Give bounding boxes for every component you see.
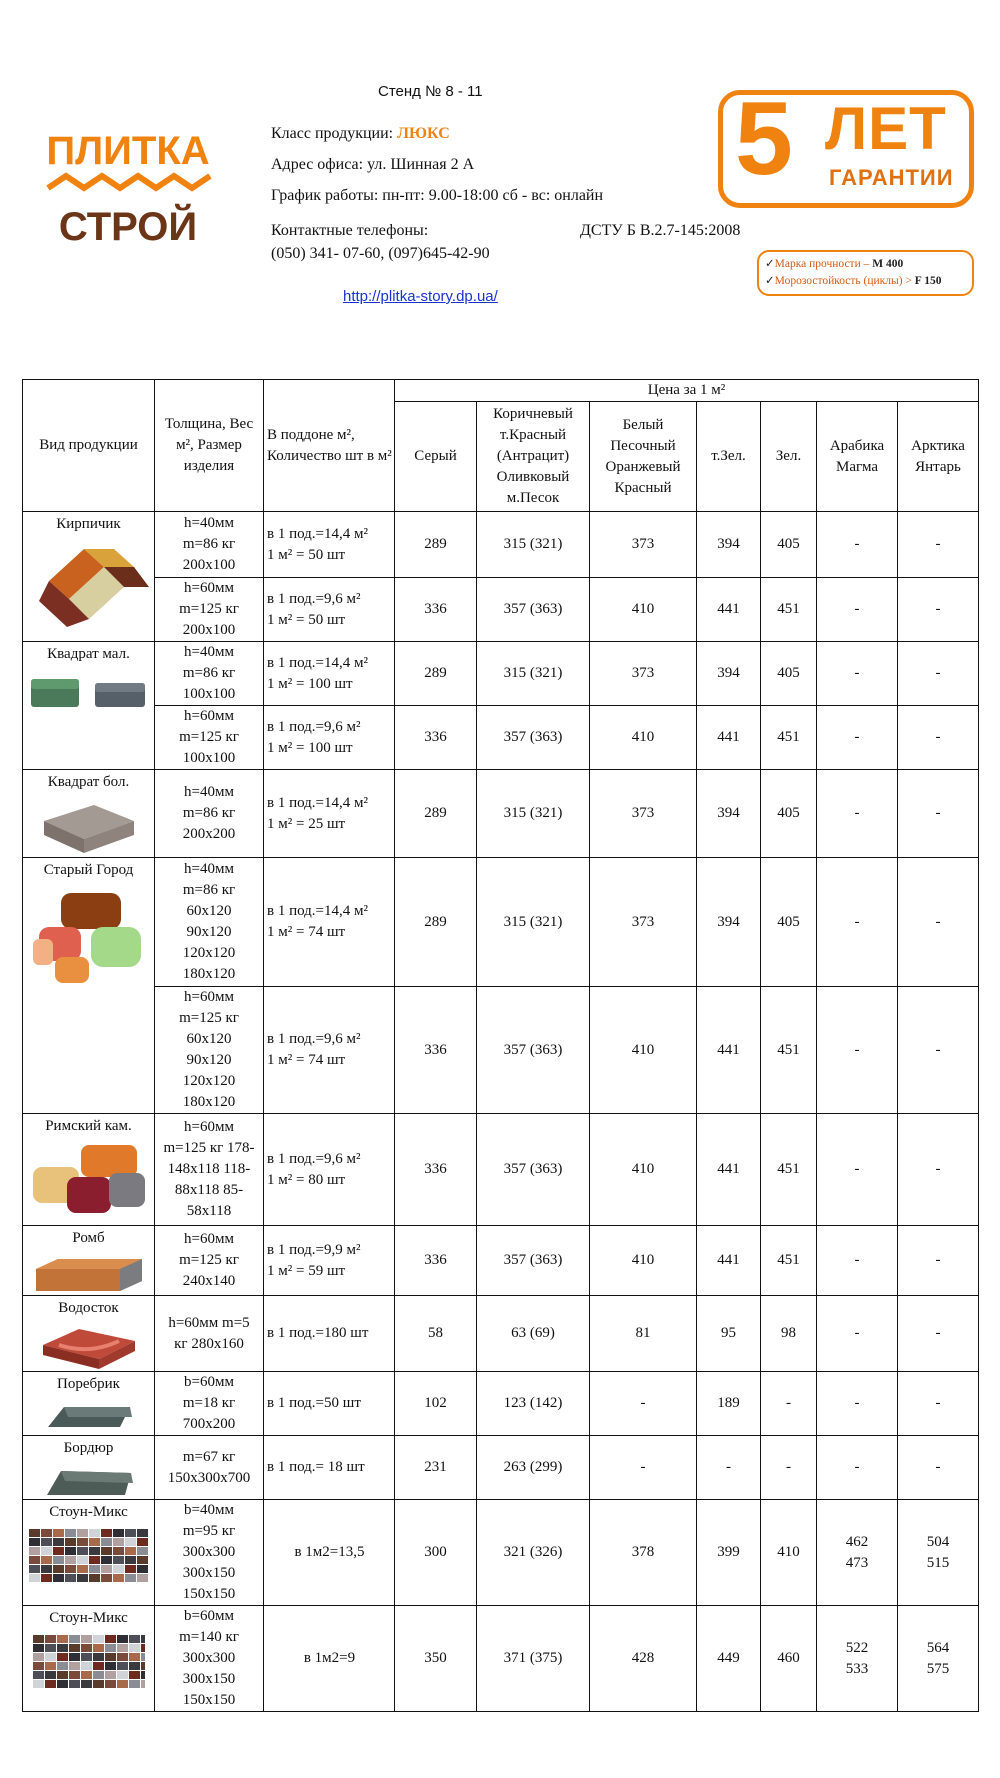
price-dark-green: 441 <box>697 578 761 642</box>
price-dark-green: 95 <box>697 1296 761 1372</box>
product-cell <box>23 1500 155 1606</box>
price-brown: 371 (375) <box>477 1606 590 1712</box>
pallet-cell: в 1 под.=14,4 м² 1 м² = 100 шт <box>264 642 395 706</box>
check-icon: ✓ <box>765 275 775 287</box>
small-square-tiles-image <box>29 671 149 711</box>
price-arabica: 462 473 <box>817 1500 898 1606</box>
table-row <box>23 1114 979 1226</box>
price-dark-green: 394 <box>697 858 761 987</box>
pallet-cell: в 1 под.=9,6 м² 1 м² = 100 шт <box>264 706 395 770</box>
phone-numbers: (050) 341- 07-60, (097)645-42-90 <box>271 245 490 262</box>
price-green: 98 <box>761 1296 817 1372</box>
thickness-cell: h=40мм m=86 кг 100х100 <box>155 642 264 706</box>
product-cell <box>23 512 155 642</box>
product-cell <box>23 1436 155 1500</box>
price-green: 405 <box>761 642 817 706</box>
price-brown: 357 (363) <box>477 1114 590 1226</box>
product-name: Стоун-Микс <box>49 1504 128 1520</box>
header-gray: Серый <box>395 402 477 512</box>
price-arabica: - <box>817 512 898 578</box>
price-arctic: 564 575 <box>898 1606 979 1712</box>
price-arctic: - <box>898 706 979 770</box>
gutter-image <box>39 1325 139 1371</box>
price-brown: 321 (326) <box>477 1500 590 1606</box>
price-dark-green: 189 <box>697 1372 761 1436</box>
price-arctic: - <box>898 642 979 706</box>
price-white: 410 <box>590 578 697 642</box>
header-arctic: Арктика Янтарь <box>898 402 979 512</box>
price-arctic: - <box>898 578 979 642</box>
pallet-cell: в 1 под.=9,6 м² 1 м² = 80 шт <box>264 1114 395 1226</box>
product-name: Бордюр <box>63 1440 114 1456</box>
work-schedule: График работы: пн-пт: 9.00-18:00 сб - вс: онлайн <box>271 187 604 204</box>
product-name: Кирпичик <box>56 516 121 532</box>
price-green: 460 <box>761 1606 817 1712</box>
pallet-cell: в 1м2=9 <box>264 1606 395 1712</box>
price-gray: 350 <box>395 1606 477 1712</box>
price-arabica: - <box>817 987 898 1114</box>
header-dark-green: т.Зел. <box>697 402 761 512</box>
price-arabica: - <box>817 1372 898 1436</box>
table-row <box>23 706 979 770</box>
thickness-cell: h=60мм m=125 кг 178- 148х118 118- 88х118 85- 58х118 <box>155 1114 264 1226</box>
product-name: Поребрик <box>57 1376 120 1392</box>
header-white: Белый Песочный Оранжевый Красный <box>590 402 697 512</box>
website-link[interactable]: http://plitka-story.dp.ua/ <box>343 288 498 305</box>
price-white: 373 <box>590 770 697 858</box>
product-name: Римский кам. <box>45 1118 132 1134</box>
thickness-cell: h=40мм m=86 кг 200х100 <box>155 512 264 578</box>
table-row <box>23 1436 979 1500</box>
pallet-cell: в 1 под.=14,4 м² 1 м² = 25 шт <box>264 770 395 858</box>
logo-line1: ПЛИТКА <box>46 129 210 173</box>
price-gray: 102 <box>395 1372 477 1436</box>
price-dark-green: 449 <box>697 1606 761 1712</box>
pallet-cell: в 1 под.= 18 шт <box>264 1436 395 1500</box>
price-dark-green: 394 <box>697 642 761 706</box>
thickness-cell: b=60мм m=18 кг 700х200 <box>155 1372 264 1436</box>
logo-line2: СТРОЙ <box>58 205 198 248</box>
roman-stone-tiles-image <box>31 1143 147 1215</box>
price-white: 410 <box>590 987 697 1114</box>
price-green: 451 <box>761 706 817 770</box>
guarantee-word: ГАРАНТИИ <box>829 165 954 190</box>
price-arctic: - <box>898 1226 979 1296</box>
price-brown: 315 (321) <box>477 858 590 987</box>
product-cell <box>23 1226 155 1296</box>
price-arctic: - <box>898 1114 979 1226</box>
header-arabica: Арабика Магма <box>817 402 898 512</box>
price-brown: 315 (321) <box>477 770 590 858</box>
price-table <box>22 379 979 1712</box>
price-dark-green: 441 <box>697 1226 761 1296</box>
product-cell <box>23 858 155 1114</box>
table-row <box>23 858 979 987</box>
header-brown: Коричневый т.Красный (Антрацит) Оливковый м.Песок <box>477 402 590 512</box>
guarantee-word-years: ЛЕТ <box>825 95 947 162</box>
price-arabica: - <box>817 1114 898 1226</box>
price-dark-green: - <box>697 1436 761 1500</box>
table-row <box>23 512 979 578</box>
price-white: - <box>590 1436 697 1500</box>
price-green: - <box>761 1436 817 1500</box>
thickness-cell: h=40мм m=86 кг 200х200 <box>155 770 264 858</box>
table-row <box>23 578 979 642</box>
price-gray: 336 <box>395 1226 477 1296</box>
header-thickness: Толщина, Вес м², Размер изделия <box>155 380 264 512</box>
price-gray: 336 <box>395 987 477 1114</box>
price-dark-green: 394 <box>697 770 761 858</box>
price-arabica: - <box>817 770 898 858</box>
price-white: 378 <box>590 1500 697 1606</box>
product-name: Старый Город <box>43 862 134 878</box>
pallet-cell: в 1 под.=180 шт <box>264 1296 395 1372</box>
price-dark-green: 441 <box>697 1114 761 1226</box>
price-green: 451 <box>761 578 817 642</box>
price-arctic: - <box>898 770 979 858</box>
old-town-tiles-image <box>31 887 146 987</box>
table-row <box>23 1296 979 1372</box>
thickness-cell: h=60мм m=125 кг 200х100 <box>155 578 264 642</box>
product-name: Ромб <box>72 1230 105 1246</box>
pallet-cell: в 1 под.=9,6 м² 1 м² = 74 шт <box>264 987 395 1114</box>
price-gray: 289 <box>395 858 477 987</box>
price-gray: 336 <box>395 706 477 770</box>
price-green: 410 <box>761 1500 817 1606</box>
stone-mix-60-image <box>33 1635 145 1689</box>
price-arctic: - <box>898 1436 979 1500</box>
price-white: 373 <box>590 512 697 578</box>
large-square-tile-image <box>34 799 144 857</box>
product-cell <box>23 1114 155 1226</box>
table-row <box>23 987 979 1114</box>
price-arabica: - <box>817 578 898 642</box>
price-arabica: - <box>817 1226 898 1296</box>
table-row <box>23 642 979 706</box>
frost-line: ✓Морозостойкость (циклы) > F 150 <box>765 275 942 287</box>
dstu-standard: ДСТУ Б В.2.7-145:2008 <box>580 222 741 239</box>
price-green: - <box>761 1372 817 1436</box>
brick-tiles-image <box>29 541 149 631</box>
stone-mix-40-image <box>29 1529 149 1583</box>
thickness-cell: h=40мм m=86 кг 60х120 90х120 120х120 180х120 <box>155 858 264 987</box>
table-row <box>23 1606 979 1712</box>
header-pallet: В поддоне м², Количество шт в м² <box>264 380 395 512</box>
price-gray: 336 <box>395 1114 477 1226</box>
price-dark-green: 441 <box>697 987 761 1114</box>
price-gray: 58 <box>395 1296 477 1372</box>
rhombus-tiles-image <box>32 1255 146 1295</box>
check-icon: ✓ <box>765 258 775 270</box>
price-gray: 289 <box>395 770 477 858</box>
price-arabica: - <box>817 1436 898 1500</box>
product-name: Стоун-Микс <box>49 1610 128 1626</box>
price-arabica: 522 533 <box>817 1606 898 1712</box>
price-gray: 300 <box>395 1500 477 1606</box>
price-brown: 357 (363) <box>477 706 590 770</box>
price-arctic: - <box>898 1372 979 1436</box>
curb-large-image <box>43 1465 135 1499</box>
guarantee-number: 5 <box>735 81 793 197</box>
price-brown: 63 (69) <box>477 1296 590 1372</box>
product-cell <box>23 1606 155 1712</box>
header-price-group: Цена за 1 м² <box>395 380 979 402</box>
stand-number: Стенд № 8 - 11 <box>378 83 483 100</box>
thickness-cell: h=60мм m=125 кг 100х100 <box>155 706 264 770</box>
price-gray: 289 <box>395 512 477 578</box>
product-name: Квадрат бол. <box>47 774 130 790</box>
product-cell <box>23 1372 155 1436</box>
price-arctic: 504 515 <box>898 1500 979 1606</box>
product-name: Водосток <box>58 1300 119 1316</box>
price-white: 373 <box>590 642 697 706</box>
pallet-cell: в 1м2=13,5 <box>264 1500 395 1606</box>
price-white: 373 <box>590 858 697 987</box>
price-arabica: - <box>817 642 898 706</box>
header-green: Зел. <box>761 402 817 512</box>
price-brown: 357 (363) <box>477 987 590 1114</box>
guarantee-badge <box>718 81 974 208</box>
price-arabica: - <box>817 858 898 987</box>
table-row <box>23 1226 979 1296</box>
price-white: 410 <box>590 1226 697 1296</box>
price-brown: 315 (321) <box>477 642 590 706</box>
thickness-cell: h=60мм m=5 кг 280х160 <box>155 1296 264 1372</box>
specs-badge <box>757 250 974 296</box>
thickness-cell: m=67 кг 150х300х700 <box>155 1436 264 1500</box>
price-green: 405 <box>761 858 817 987</box>
price-arctic: - <box>898 987 979 1114</box>
strength-line: ✓Марка прочности – М 400 <box>765 258 904 270</box>
price-dark-green: 399 <box>697 1500 761 1606</box>
price-arctic: - <box>898 1296 979 1372</box>
price-green: 451 <box>761 1114 817 1226</box>
price-brown: 123 (142) <box>477 1372 590 1436</box>
product-cell <box>23 642 155 770</box>
price-green: 451 <box>761 987 817 1114</box>
pallet-cell: в 1 под.=9,6 м² 1 м² = 50 шт <box>264 578 395 642</box>
price-arctic: - <box>898 858 979 987</box>
price-brown: 315 (321) <box>477 512 590 578</box>
price-brown: 357 (363) <box>477 1226 590 1296</box>
price-green: 405 <box>761 512 817 578</box>
price-arabica: - <box>817 706 898 770</box>
curb-small-image <box>44 1401 134 1431</box>
header-product: Вид продукции <box>23 380 155 512</box>
thickness-cell: h=60мм m=125 кг 60х120 90х120 120х120 180х120 <box>155 987 264 1114</box>
thickness-cell: b=60мм m=140 кг 300х300 300х150 150х150 <box>155 1606 264 1712</box>
product-name: Квадрат мал. <box>47 646 130 662</box>
product-cell <box>23 1296 155 1372</box>
company-logo <box>28 128 228 248</box>
price-white: 81 <box>590 1296 697 1372</box>
thickness-cell: b=40мм m=95 кг 300х300 300х150 150х150 <box>155 1500 264 1606</box>
price-brown: 263 (299) <box>477 1436 590 1500</box>
table-row <box>23 1372 979 1436</box>
price-gray: 289 <box>395 642 477 706</box>
pallet-cell: в 1 под.=14,4 м² 1 м² = 50 шт <box>264 512 395 578</box>
table-row <box>23 1500 979 1606</box>
product-cell <box>23 770 155 858</box>
price-arctic: - <box>898 512 979 578</box>
product-class-value: ЛЮКС <box>397 125 450 142</box>
pallet-cell: в 1 под.=14,4 м² 1 м² = 74 шт <box>264 858 395 987</box>
price-gray: 336 <box>395 578 477 642</box>
pallet-cell: в 1 под.=9,9 м² 1 м² = 59 шт <box>264 1226 395 1296</box>
table-row <box>23 770 979 858</box>
thickness-cell: h=60мм m=125 кг 240х140 <box>155 1226 264 1296</box>
price-green: 405 <box>761 770 817 858</box>
pallet-cell: в 1 под.=50 шт <box>264 1372 395 1436</box>
price-gray: 231 <box>395 1436 477 1500</box>
contacts-label: Контактные телефоны: <box>271 222 429 239</box>
price-green: 451 <box>761 1226 817 1296</box>
price-dark-green: 394 <box>697 512 761 578</box>
logo-graphic <box>28 128 228 248</box>
price-white: 410 <box>590 1114 697 1226</box>
price-dark-green: 441 <box>697 706 761 770</box>
office-address: Адрес офиса: ул. Шинная 2 А <box>271 156 475 173</box>
price-white: 410 <box>590 706 697 770</box>
product-class: Класс продукции: ЛЮКС <box>271 125 450 142</box>
price-white: 428 <box>590 1606 697 1712</box>
price-brown: 357 (363) <box>477 578 590 642</box>
price-white: - <box>590 1372 697 1436</box>
price-arabica: - <box>817 1296 898 1372</box>
